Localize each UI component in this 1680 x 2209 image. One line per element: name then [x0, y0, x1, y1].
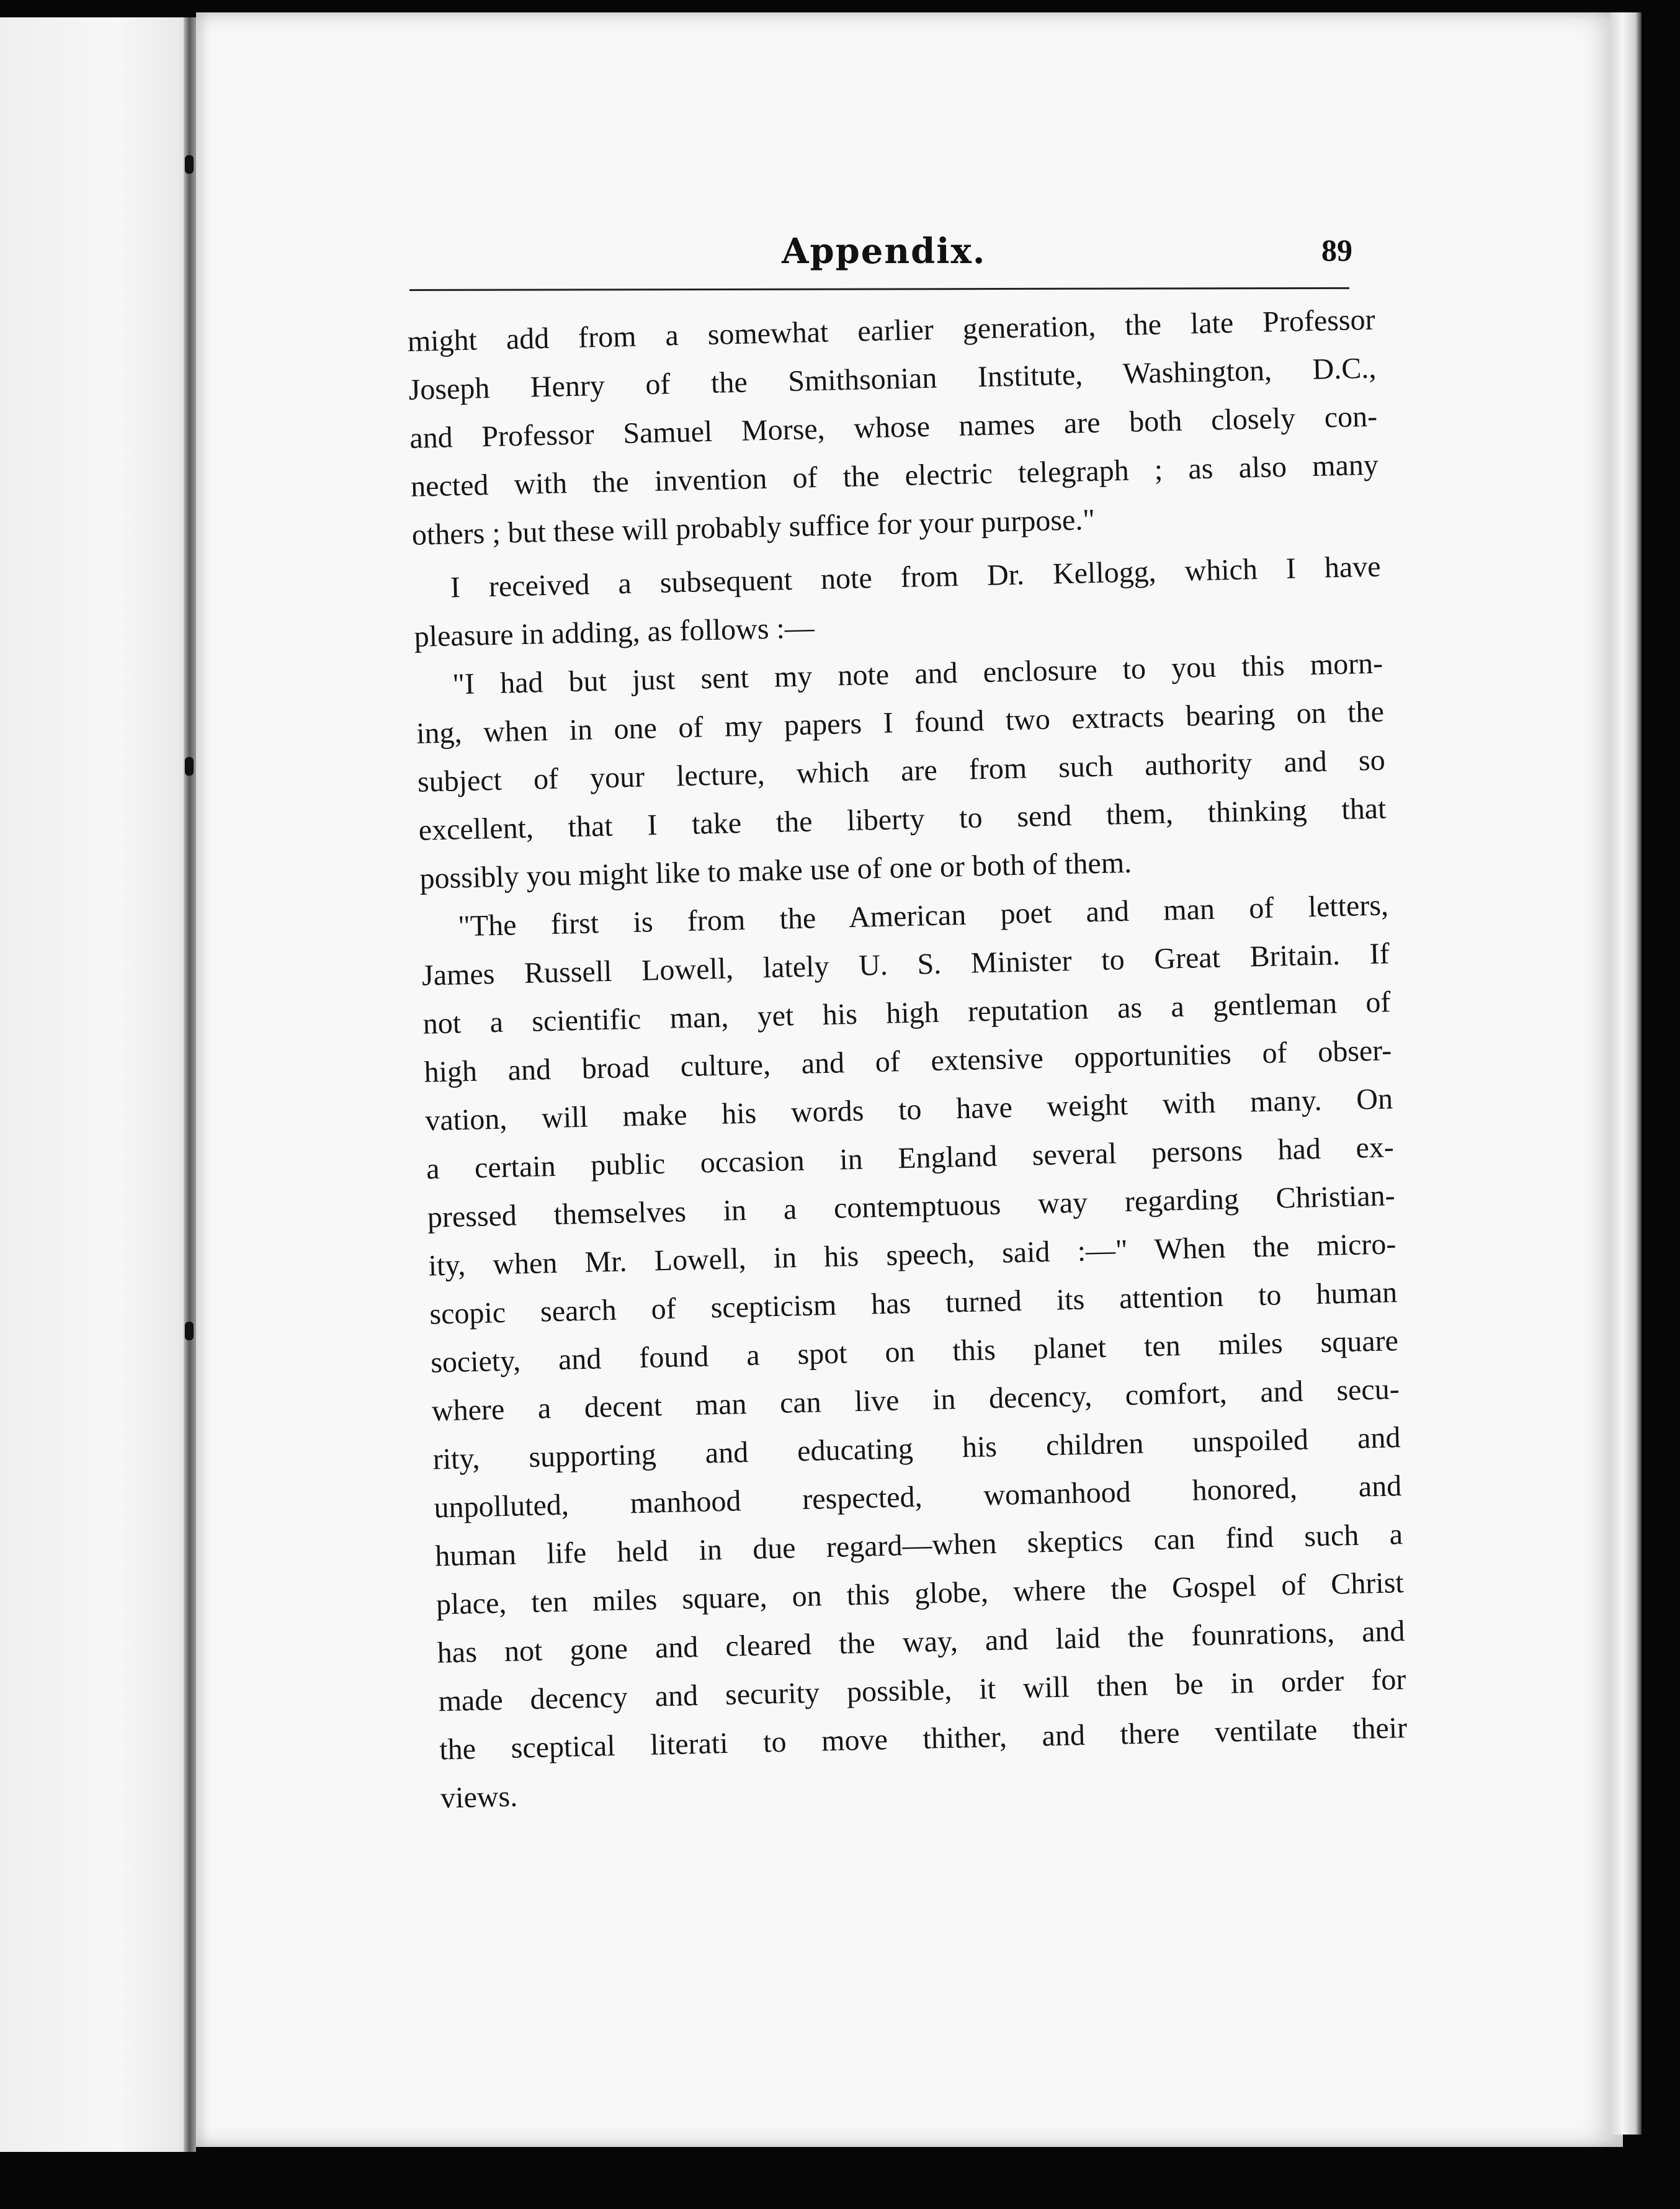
binding-mark [185, 1322, 194, 1340]
text-line: society, and found a spot on this planet ten miles square [430, 1324, 1399, 1379]
text-line: and Professor Samuel Morse, whose names are both closely con- [409, 400, 1378, 455]
text-line: not a scientific man, yet his high reputation as a gentleman of [422, 985, 1392, 1041]
text-line: where a decent man can live in decency, comfort, and secu- [431, 1373, 1400, 1428]
text-line: a certain public occasion in England several persons had ex- [426, 1131, 1395, 1186]
text-line: nected with the invention of the electric telegraph ; as also many [410, 448, 1379, 503]
text-line: has not gone and cleared the way, and laid the founrations, and [437, 1615, 1406, 1670]
text-line: excellent, that I take the liberty to send them, thinking that [418, 792, 1387, 847]
text-line: ing, when in one of my papers I found two extracts bearing on the [416, 695, 1385, 750]
text-line: might add from a somewhat earlier generation, the late Professor [407, 303, 1376, 358]
text-line: possibly you might like to make use of one or both of them. [419, 846, 1132, 895]
text-line: vation, will make his words to have weight with many. On [424, 1082, 1393, 1137]
text-line: human life held in due regard—when skeptics can find such a [434, 1518, 1403, 1573]
text-line: the sceptical literati to move thither, and there ventilate their [439, 1711, 1408, 1767]
text-line: James Russell Lowell, lately U. S. Minister to Great Britain. If [421, 937, 1390, 992]
text-line: pleasure in adding, as follows :— [414, 611, 815, 653]
text-line: scopic search of scepticism has turned its attention to human [429, 1276, 1398, 1331]
binding-mark [185, 757, 194, 776]
facing-page [0, 17, 194, 2152]
text-line: rity, supporting and educating his children unspoiled and [432, 1421, 1401, 1476]
text-line: place, ten miles square, on this globe, where the Gospel of Christ [436, 1566, 1405, 1621]
book-gutter [184, 17, 196, 2152]
text-line: made decency and security possible, it will then be in order for [438, 1663, 1406, 1718]
text-line: Joseph Henry of the Smithsonian Institute, Washington, D.C., [408, 351, 1377, 406]
page-number: 89 [1321, 233, 1352, 267]
text-line: I received a subsequent note from Dr. Kellogg, which I have [450, 550, 1382, 604]
running-head [409, 231, 1352, 287]
text-line: unpolluted, manhood respected, womanhood honored, and [433, 1469, 1402, 1525]
text-line: subject of your lecture, which are from such authority and so [417, 743, 1386, 799]
binding-mark [185, 155, 194, 174]
text-line: views. [440, 1780, 518, 1815]
text-line: "The first is from the American poet and man of letters, [457, 889, 1389, 943]
text-line: "I had but just sent my note and enclosure to you this morn- [452, 647, 1383, 701]
text-line: pressed themselves in a contemptuous way regarding Christian- [427, 1179, 1396, 1234]
text-line: others ; but these will probably suffice for your purpose." [411, 503, 1096, 552]
page-edge [1611, 12, 1642, 2135]
text-line: ity, when Mr. Lowell, in his speech, said :—" When the micro- [428, 1227, 1396, 1283]
text-line: high and broad culture, and of extensive opportunities of obser- [423, 1034, 1392, 1089]
body-text [407, 296, 1409, 1823]
running-title: Appendix. [782, 231, 986, 272]
